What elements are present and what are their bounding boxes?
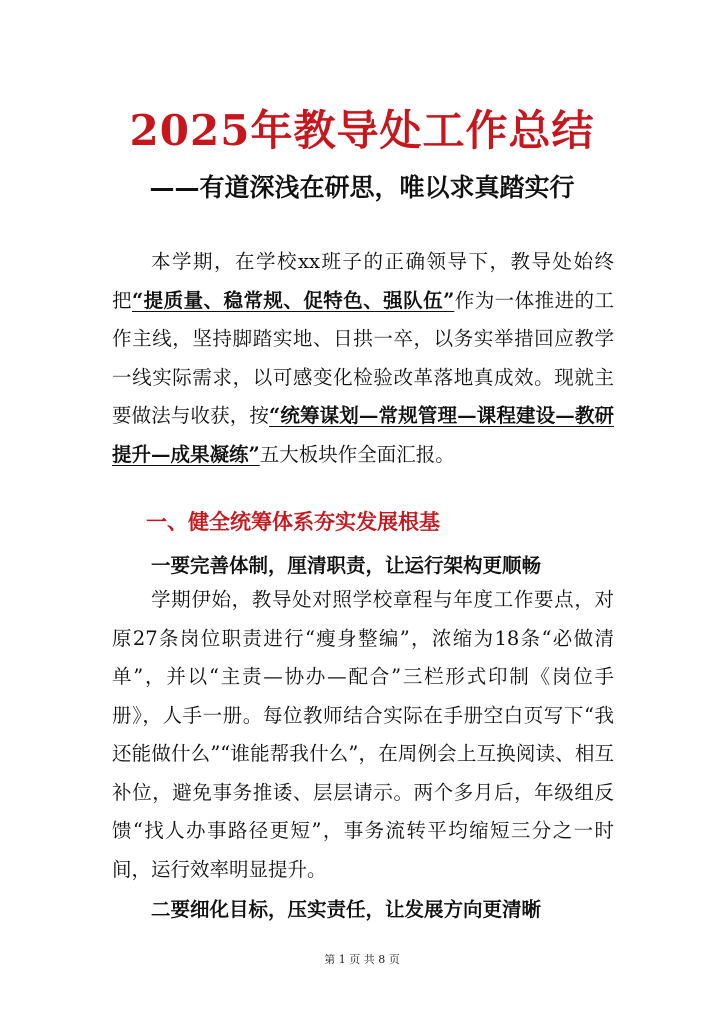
subheading-1: 一要完善体制，厘清职责，让运行架构更顺畅 — [151, 554, 542, 577]
intro-paragraph — [112, 243, 614, 474]
intro-paragraph-block — [112, 243, 614, 474]
intro-text-2: 作为一体推进的工作主线，坚持脚踏实地、日拱一卒，以务实举措回应教学一线实际需求，以可感变化检验改革落地真成效。现就主要做法与收获，按 — [112, 288, 614, 427]
section1-paragraph-block — [112, 581, 614, 889]
intro-text-1: 本学期，在学校xx班子的正确领导下，教导处始终把 — [112, 250, 614, 312]
intro-text-3: 五大板块作全面汇报。 — [259, 442, 455, 466]
document-subtitle: ——有道深浅在研思，唯以求真踏实行 — [149, 173, 575, 202]
intro-underlined-phrase-2: “统筹谋划—常规管理—课程建设—教研提升—成果凝练” — [112, 404, 614, 466]
section-heading-1: 一、健全统筹体系夯实发展根基 — [146, 509, 440, 534]
intro-underlined-phrase-1: “提质量、稳常规、促特色、强队伍” — [131, 288, 455, 312]
document-title: 2025年教导处工作总结 — [129, 106, 595, 155]
page-footer: 第 1 页 共 8 页 — [324, 953, 400, 966]
section1-paragraph-1: 学期伊始，教导处对照学校章程与年度工作要点，对原27条岗位职责进行“瘦身整编”，浓缩为18条“必做清单”，并以“主责—协办—配合”三栏形式印制《岗位手册》，人手一册。每位教师结合实际在手册空白页写下“我还能做什么”“谁能帮我什么”，在周例会上互换阅读、相互补位，避免事务推诿、层层请示。两个多月后，年级组反馈“找人办事路径更短”，事务流转平均缩短三分之一时间，运行效率明显提升。 — [112, 588, 614, 881]
subheading-2: 二要细化目标，压实责任，让发展方向更清晰 — [151, 898, 542, 921]
